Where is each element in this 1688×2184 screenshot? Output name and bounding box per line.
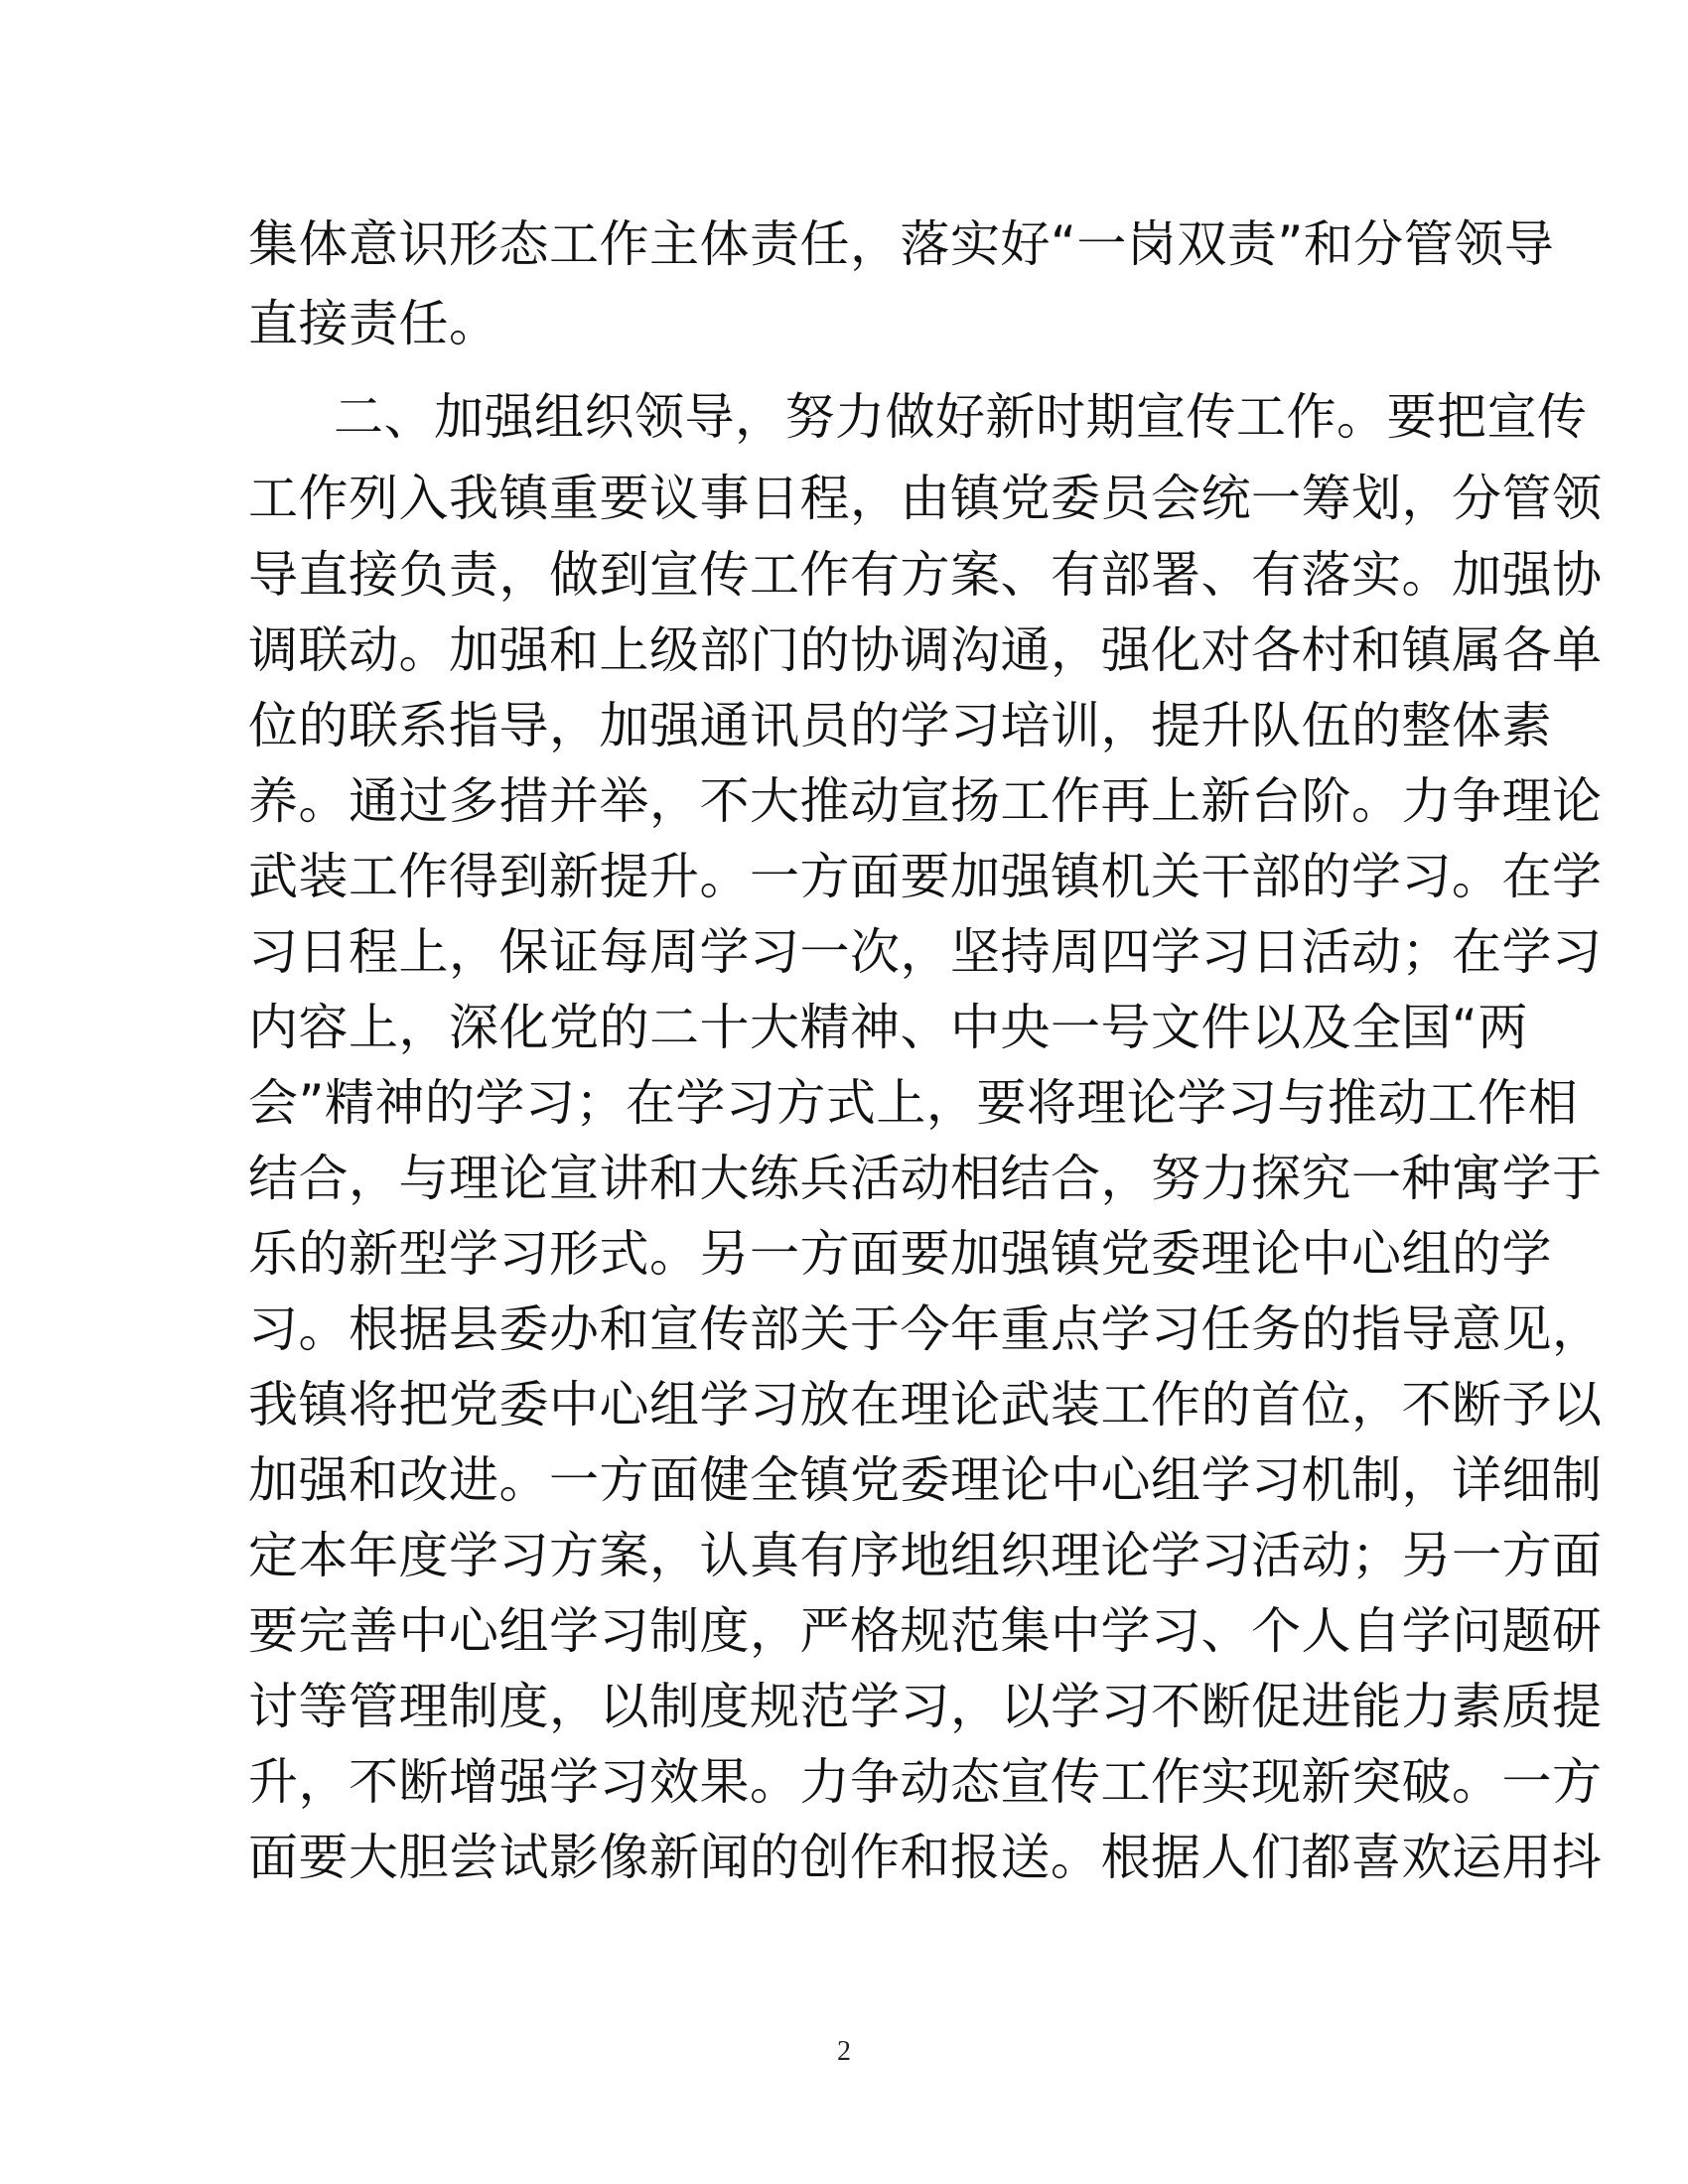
text-line-12: 会”精神的学习；在学习方式上，要将理论学习与推动工作相 bbox=[248, 1074, 1579, 1132]
text-line-9: 武装工作得到新提升。一方面要加强镇机关干部的学习。在学 bbox=[248, 848, 1603, 905]
text-line-20: 讨等管理制度，以制度规范学习，以学习不断促进能力素质提 bbox=[248, 1678, 1603, 1735]
text-line-19: 要完善中心组学习制度，严格规范集中学习、个人自学问题研 bbox=[248, 1602, 1603, 1660]
text-line-10: 习日程上，保证每周学习一次，坚持周四学习日活动；在学习 bbox=[248, 923, 1603, 981]
text-line-4: 工作列入我镇重要议事日程，由镇党委员会统一筹划，分管领 bbox=[248, 470, 1603, 527]
text-line-8: 养。通过多措并举，不大推动宣扬工作再上新台阶。力争理论 bbox=[248, 772, 1603, 830]
text-line-6: 调联动。加强和上级部门的协调沟通，强化对各村和镇属各单 bbox=[248, 621, 1603, 679]
text-line-18: 定本年度学习方案，认真有序地组织理论学习活动；另一方面 bbox=[248, 1527, 1603, 1584]
text-line-5: 导直接负责，做到宣传工作有方案、有部署、有落实。加强协 bbox=[248, 546, 1603, 604]
text-line-13: 结合，与理论宣讲和大练兵活动相结合，努力探究一种寓学于 bbox=[248, 1150, 1603, 1207]
text-line-11: 内容上，深化党的二十大精神、中央一号文件以及全国“两 bbox=[248, 999, 1528, 1056]
text-line-7: 位的联系指导，加强通讯员的学习培训，提升队伍的整体素 bbox=[248, 697, 1552, 754]
text-line-21: 升，不断增强学习效果。力争动态宣传工作实现新突破。一方 bbox=[248, 1753, 1603, 1811]
text-line-2: 直接责任。 bbox=[248, 295, 499, 352]
text-line-1: 集体意识形态工作主体责任，落实好“一岗双责”和分管领导 bbox=[248, 215, 1555, 273]
text-line-16: 我镇将把党委中心组学习放在理论武装工作的首位，不断予以 bbox=[248, 1376, 1603, 1433]
text-line-22: 面要大胆尝试影像新闻的创作和报送。根据人们都喜欢运用抖 bbox=[248, 1829, 1603, 1886]
text-line-15: 习。根据县委办和宣传部关于今年重点学习任务的指导意见， bbox=[248, 1300, 1603, 1358]
text-line-14: 乐的新型学习形式。另一方面要加强镇党委理论中心组的学 bbox=[248, 1225, 1552, 1283]
text-line-3: 二、加强组织领导，努力做好新时期宣传工作。要把宣传 bbox=[334, 388, 1588, 446]
page-number: 2 bbox=[837, 2036, 851, 2067]
text-line-17: 加强和改进。一方面健全镇党委理论中心组学习机制，详细制 bbox=[248, 1451, 1603, 1509]
